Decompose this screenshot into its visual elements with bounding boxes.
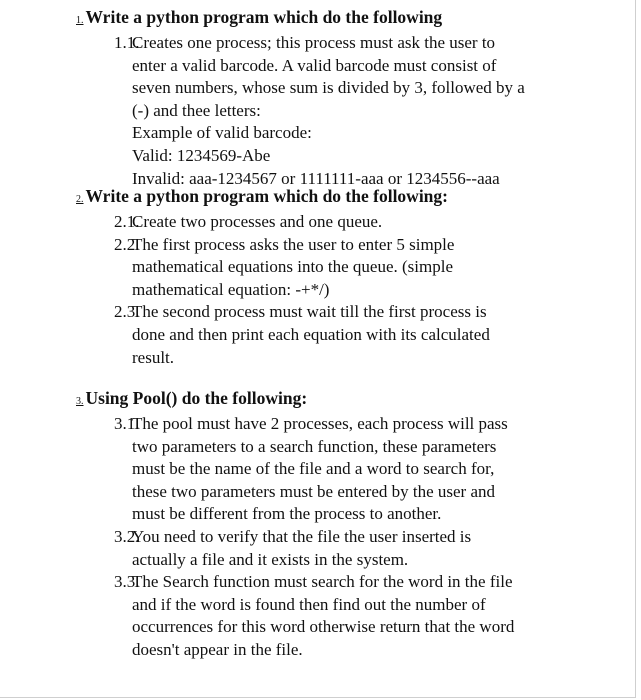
item-2-1 [76,211,596,234]
item-3-1 [76,413,596,526]
item-1-1-line: enter a valid barcode. A valid barcode must consist of [132,55,497,75]
item-3-2-line: actually a file and it exists in the system. [132,549,409,569]
item-1-1-number: 1.1. [114,33,140,52]
item-2-2-line: The first process asks the user to enter 5 simple [132,234,455,254]
item-3-1-line: must be different from the process to another. [132,504,442,524]
item-3-3-line: occurrences for this word otherwise return that the word [132,617,515,637]
item-1-1-line: seven numbers, whose sum is divided by 3, followed by a [132,78,525,98]
item-2-3-line: result. [132,347,175,367]
question-2-heading [76,185,596,211]
item-3-1-line: must be the name of the file and a word to search for, [132,459,495,479]
example-label: Example of valid barcode: [132,123,312,143]
item-3-1-line: these two parameters must be entered by the user and [132,481,496,501]
item-2-2-line: mathematical equations into the queue. (simple [132,257,454,277]
valid-example: Valid: 1234569-Abe [132,145,271,165]
question-3-heading [76,387,596,413]
item-1-1-line: (-) and thee letters: [132,100,261,120]
question-1-number: 1. [76,15,84,26]
question-1-heading [76,6,596,32]
item-2-3-number: 2.3. [114,302,140,322]
item-3-1-line: two parameters to a search function, these parameters [132,436,497,456]
question-2 [76,185,596,369]
item-2-2 [76,234,596,302]
invalid-example: Invalid: aaa-1234567 or 1111111-aaa or 1234556--aaa [132,168,500,188]
item-2-3-line: The second process must wait till the first process is [132,302,487,322]
question-3 [76,387,596,662]
item-3-2-line: You need to verify that the file the user inserted is [132,526,472,546]
item-1-1-line: Creates one process; this process must ask the user to [132,33,496,52]
item-3-3 [76,571,596,661]
item-3-2-number: 3.2. [114,526,140,546]
item-2-3 [76,301,596,369]
item-3-3-number: 3.3. [114,572,140,592]
item-3-3-line: The Search function must search for the word in the file [132,572,513,592]
item-3-2 [76,526,596,571]
item-2-3-line: done and then print each equation with its calculated [132,324,490,344]
item-2-2-line: mathematical equation: -+*/) [132,279,330,299]
item-3-3-line: and if the word is found then find out the number of [132,594,486,614]
question-3-number: 3. [76,396,84,407]
item-2-2-number: 2.2. [114,234,140,254]
item-2-1-line: Create two processes and one queue. [132,212,383,231]
question-3-title: Using Pool() do the following: [85,388,308,408]
item-2-1-number: 2.1. [114,212,140,231]
question-1 [76,6,596,190]
question-1-title: Write a python program which do the following [85,7,443,27]
item-3-3-line: doesn't appear in the file. [132,639,303,659]
question-2-title: Write a python program which do the following: [85,186,448,206]
question-2-number: 2. [76,194,84,205]
item-3-1-number: 3.1. [114,414,140,433]
item-1-1 [76,32,596,122]
item-3-1-line: The pool must have 2 processes, each process will pass [132,414,508,433]
